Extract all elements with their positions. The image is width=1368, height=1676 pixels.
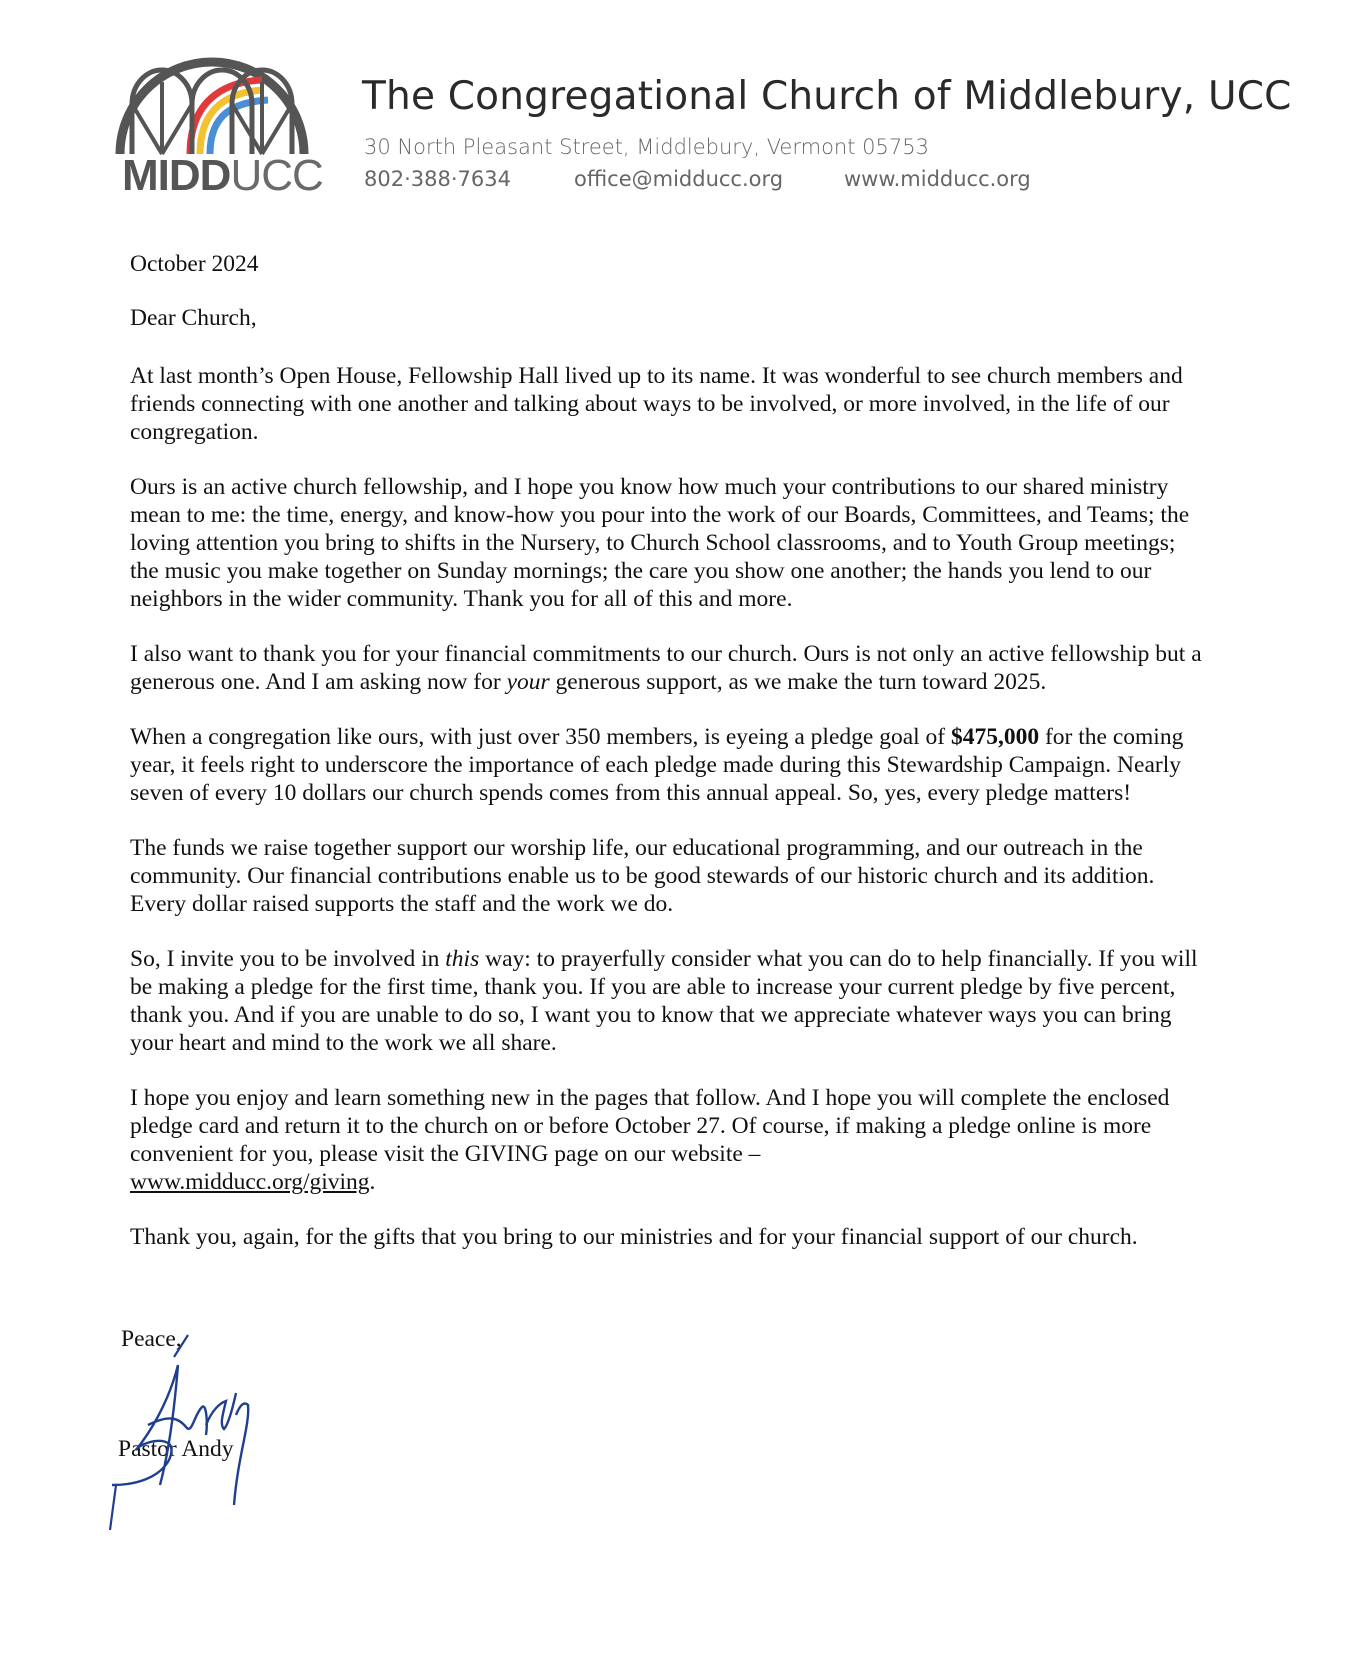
logo-wordmark	[122, 151, 323, 200]
paragraph-financial-thanks	[130, 640, 1210, 696]
logo-wordmark-bold: MIDD	[122, 151, 231, 200]
giving-link[interactable]: www.midducc.org/giving	[130, 1169, 370, 1195]
pledge-goal-amount: $475,000	[950, 724, 1040, 750]
letter-date: October 2024	[130, 251, 259, 277]
contact-line	[364, 164, 1031, 194]
p6-emphasis: this	[445, 946, 480, 972]
handwritten-signature	[108, 1325, 308, 1575]
paragraph-pledge-goal	[130, 723, 1210, 807]
paragraph-funds: The funds we raise together support our worship life, our educational programming, and our outreach in the community. Our financial contributions enable us to be good stewards of our historic church and its addition. Every dollar raised supports the staff and the work we do.	[130, 835, 1155, 917]
phone-number: 802·388·7634	[364, 167, 511, 191]
paragraph-invitation	[130, 945, 1210, 1057]
paragraph-thank-you: Thank you, again, for the gifts that you bring to our ministries and for your financial support of our church.	[130, 1224, 1138, 1250]
p7-text-after: .	[369, 1169, 376, 1195]
email-address: office@midducc.org	[574, 167, 784, 191]
church-logo	[112, 42, 327, 200]
paragraph-fellowship: Ours is an active church fellowship, and I hope you know how much your contributions to our shared ministry mean to me: the time, energy, and know-how you pour into the work of our Boards, Committees, and Teams; the loving attention you bring to shifts in the Nursery, to Church School classrooms, and to Youth Group meetings; the music you make together on Sunday mornings; the care you show one another; the hands you lend to our neighbors in the wider community. Thank you for all of this and more.	[130, 474, 1190, 612]
logo-wordmark-light: UCC	[230, 151, 323, 200]
p7-text-before: I hope you enjoy and learn something new in the pages that follow. And I hope you will complete the enclosed pledge card and return it to the church on or before October 27. Of course, if making a pledge online is more convenient for you, please visit the GIVING page on our website –	[130, 1085, 1170, 1167]
p3-emphasis: your	[506, 669, 550, 695]
p3-text-after: generous support, as we make the turn toward 2025.	[549, 669, 1047, 695]
website-address: www.midducc.org	[844, 167, 1031, 191]
p6-text-after: way: to prayerfully consider what you can do to help financially. If you will be making a pledge for the first time, thank you. If you are able to increase your current pledge by five percent, thank you. And if you are unable to do so, I want you to know that we appreciate whatever ways you can bring your heart and mind to the work we all share.	[130, 946, 1198, 1056]
church-address: 30 North Pleasant Street, Middlebury, Vermont 05753	[364, 135, 929, 159]
p3-text-before: I also want to thank you for your financial commitments to our church. Ours is not only an active fellowship but a generous one. And I am asking now for	[130, 641, 1202, 695]
signature-block	[108, 1325, 308, 1575]
salutation: Dear Church,	[130, 305, 257, 331]
p6-text-before: So, I invite you to be involved in	[130, 946, 446, 972]
p4-text-before: When a congregation like ours, with just over 350 members, is eyeing a pledge goal of	[130, 724, 951, 750]
letter-body	[130, 250, 1210, 1278]
paragraph-pledge-card	[130, 1084, 1210, 1196]
arches-rainbow-icon	[112, 42, 312, 157]
paragraph-open-house: At last month’s Open House, Fellowship Hall lived up to its name. It was wonderful to see church members and friends connecting with one another and talking about ways to be involved, or more involved, in the life of our congregation.	[130, 363, 1183, 445]
letterhead	[112, 42, 1332, 202]
closing: Peace,	[121, 1326, 182, 1352]
signer-name: Pastor Andy	[118, 1436, 234, 1462]
church-name: The Congregational Church of Middlebury, UCC	[362, 74, 1292, 119]
p4-text-after: for the coming year, it feels right to underscore the importance of each pledge made during this Stewardship Campaign. Nearly seven of every 10 dollars our church spends comes from this annual appeal. So, yes, every pledge matters!	[130, 724, 1184, 806]
